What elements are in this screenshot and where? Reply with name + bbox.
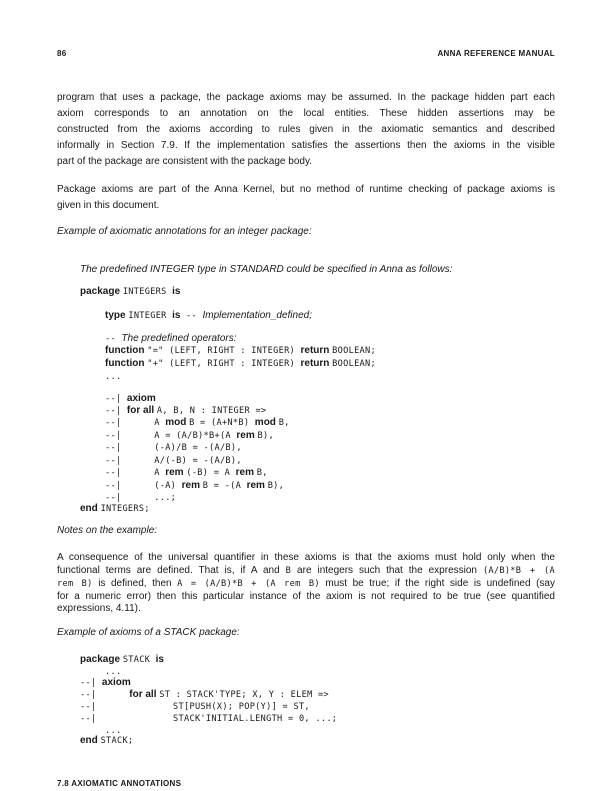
code-text: BOOLEAN; — [332, 359, 376, 369]
footer-section: 7.8 AXIOMATIC ANNOTATIONS — [57, 779, 182, 788]
body-text: functional terms are defined. That is, if A and — [57, 565, 286, 576]
code-text: INTEGERS; — [100, 504, 150, 514]
text-line — [105, 417, 290, 429]
text-line — [57, 578, 555, 590]
keyword: rem — [246, 480, 268, 491]
text-line — [80, 286, 180, 298]
body-text: informally in Section 7.9. If the implementation satisfies the assertions then the axioms in the visible — [57, 140, 555, 151]
keyword: rem — [165, 467, 187, 478]
text-line — [57, 156, 312, 168]
text-line — [80, 713, 337, 725]
keyword: type — [105, 310, 129, 321]
code-text: --| A — [105, 418, 166, 428]
italic-text: The predefined INTEGER type in STANDARD could be specified in Anna as follows: — [80, 264, 453, 275]
body-text: expressions, 4.11). — [57, 603, 141, 614]
keyword: mod — [165, 417, 190, 428]
code-text: --| — [80, 678, 102, 688]
keyword: function — [105, 358, 148, 369]
text-line — [57, 140, 555, 152]
keyword: return — [300, 358, 333, 369]
code-text: -- — [186, 311, 203, 321]
text-line — [105, 480, 284, 492]
text-line — [57, 552, 555, 564]
body-text: constructed from the axioms according to rules given in the axiomatic semantics and described — [57, 124, 555, 135]
keyword: mod — [254, 417, 279, 428]
text-line — [80, 503, 150, 515]
text-line — [80, 701, 310, 713]
keyword: rem — [236, 430, 258, 441]
text-line — [57, 226, 312, 238]
text-line — [105, 371, 121, 383]
text-line — [105, 333, 237, 345]
text-line — [80, 735, 133, 747]
page-number: 86 — [57, 49, 67, 58]
text-line — [57, 184, 555, 196]
text-line — [105, 467, 268, 479]
code-text: STACK; — [100, 736, 134, 746]
code-text: --| (-A)/B = -(A/B), — [105, 443, 242, 453]
body-text: A consequence of the universal quantifier in these axioms is that the axioms must hold only when the — [57, 552, 555, 563]
text-line — [105, 310, 312, 322]
body-text: axiom corresponds to an annotation on the local entities. These hidden assertions may be — [57, 108, 555, 119]
running-title: ANNA REFERENCE MANUAL — [437, 49, 555, 58]
code-text: ... — [105, 667, 122, 677]
keyword: end — [80, 503, 101, 514]
text-line — [80, 677, 131, 689]
italic-text: Example of axioms of a STACK package: — [57, 627, 240, 638]
text-line — [105, 430, 274, 442]
code-text: A = (A/B)*B + (A rem B) — [177, 579, 320, 589]
code-text: --| STACK'INITIAL.LENGTH = 0, ...; — [80, 714, 338, 724]
text-line — [57, 92, 555, 104]
code-text: (A/B)*B + (A — [482, 566, 555, 576]
keyword: axiom — [101, 677, 131, 688]
italic-text: The predefined operators: — [121, 333, 237, 344]
keyword: is — [172, 286, 181, 297]
code-text: --| A/(-B) = -(A/B), — [105, 456, 242, 466]
code-text: -- — [105, 334, 122, 344]
code-text: STACK — [122, 655, 156, 665]
text-line — [105, 455, 242, 467]
body-text: part of the package are consistent with the package body. — [57, 156, 312, 167]
code-text: ... — [105, 726, 122, 736]
body-text: given in this document. — [57, 200, 160, 211]
italic-text: Example of axiomatic annotations for an integer package: — [57, 226, 312, 237]
text-line — [105, 358, 376, 370]
code-text: --| ST[PUSH(X); POP(Y)] = ST, — [80, 702, 310, 712]
text-line — [57, 591, 555, 603]
code-text: ... — [105, 372, 122, 382]
body-text: must be true; if the right side is undefined (say — [319, 578, 555, 589]
text-line — [105, 393, 156, 405]
text-line — [57, 108, 555, 120]
code-text: INTEGER — [128, 311, 173, 321]
code-text: --| — [105, 394, 127, 404]
code-text: INTEGERS — [122, 287, 173, 297]
keyword: rem — [235, 467, 257, 478]
text-line — [80, 654, 164, 666]
code-text: B, — [278, 418, 290, 428]
code-text: B), — [257, 431, 274, 441]
body-text: program that uses a package, the package axioms may be assumed. In the package hidden part each — [57, 92, 555, 103]
code-text: BOOLEAN; — [332, 346, 376, 356]
code-text: (-B) = A — [186, 468, 236, 478]
text-line — [57, 124, 555, 136]
code-text: "+" (LEFT, RIGHT : INTEGER) — [147, 359, 301, 369]
text-line — [80, 689, 329, 701]
text-line — [57, 565, 555, 577]
code-text: B), — [267, 481, 285, 491]
keyword: return — [300, 345, 333, 356]
body-text: for a numeric error) then this particular instance of the axiom is not required to be true (see quantified — [57, 591, 555, 602]
code-text: B = -(A — [202, 481, 247, 491]
italic-text: Notes on the example: — [57, 525, 158, 536]
code-text: B, — [256, 468, 268, 478]
keyword: end — [80, 735, 101, 746]
code-text: --| ...; — [105, 493, 177, 503]
text-line — [57, 200, 159, 212]
code-text: ST : STACK'TYPE; X, Y : ELEM => — [159, 690, 329, 700]
keyword: for all — [126, 405, 157, 416]
code-text: "=" (LEFT, RIGHT : INTEGER) — [147, 346, 301, 356]
keyword: package — [80, 654, 123, 665]
text-line — [105, 405, 266, 417]
code-text: B = (A+N*B) — [189, 418, 255, 428]
code-text: --| — [105, 406, 127, 416]
text-line — [105, 345, 376, 357]
text-line — [57, 627, 240, 639]
code-text: --| (-A) — [105, 481, 182, 491]
code-text: B — [285, 566, 292, 576]
keyword: is — [155, 654, 164, 665]
keyword: is — [172, 310, 187, 321]
code-text: --| A — [105, 468, 166, 478]
text-line — [57, 603, 141, 615]
keyword: axiom — [126, 393, 156, 404]
keyword: rem — [181, 480, 203, 491]
text-line — [80, 264, 452, 276]
code-text: --| — [80, 690, 130, 700]
body-text: Package axioms are part of the Anna Kernel, but no method of runtime checking of package axioms is — [57, 184, 555, 195]
body-text: are integers such that the expression — [291, 565, 483, 576]
text-line — [57, 525, 157, 537]
code-text: --| A = (A/B)*B+(A — [105, 431, 237, 441]
keyword: function — [105, 345, 148, 356]
keyword: package — [80, 286, 123, 297]
keyword: for all — [129, 689, 160, 700]
text-line — [105, 442, 242, 454]
body-text: is defined, then — [92, 578, 178, 589]
italic-text: Implementation_defined; — [202, 310, 312, 321]
code-text: rem B) — [57, 579, 93, 589]
code-text: A, B, N : INTEGER => — [156, 406, 267, 416]
